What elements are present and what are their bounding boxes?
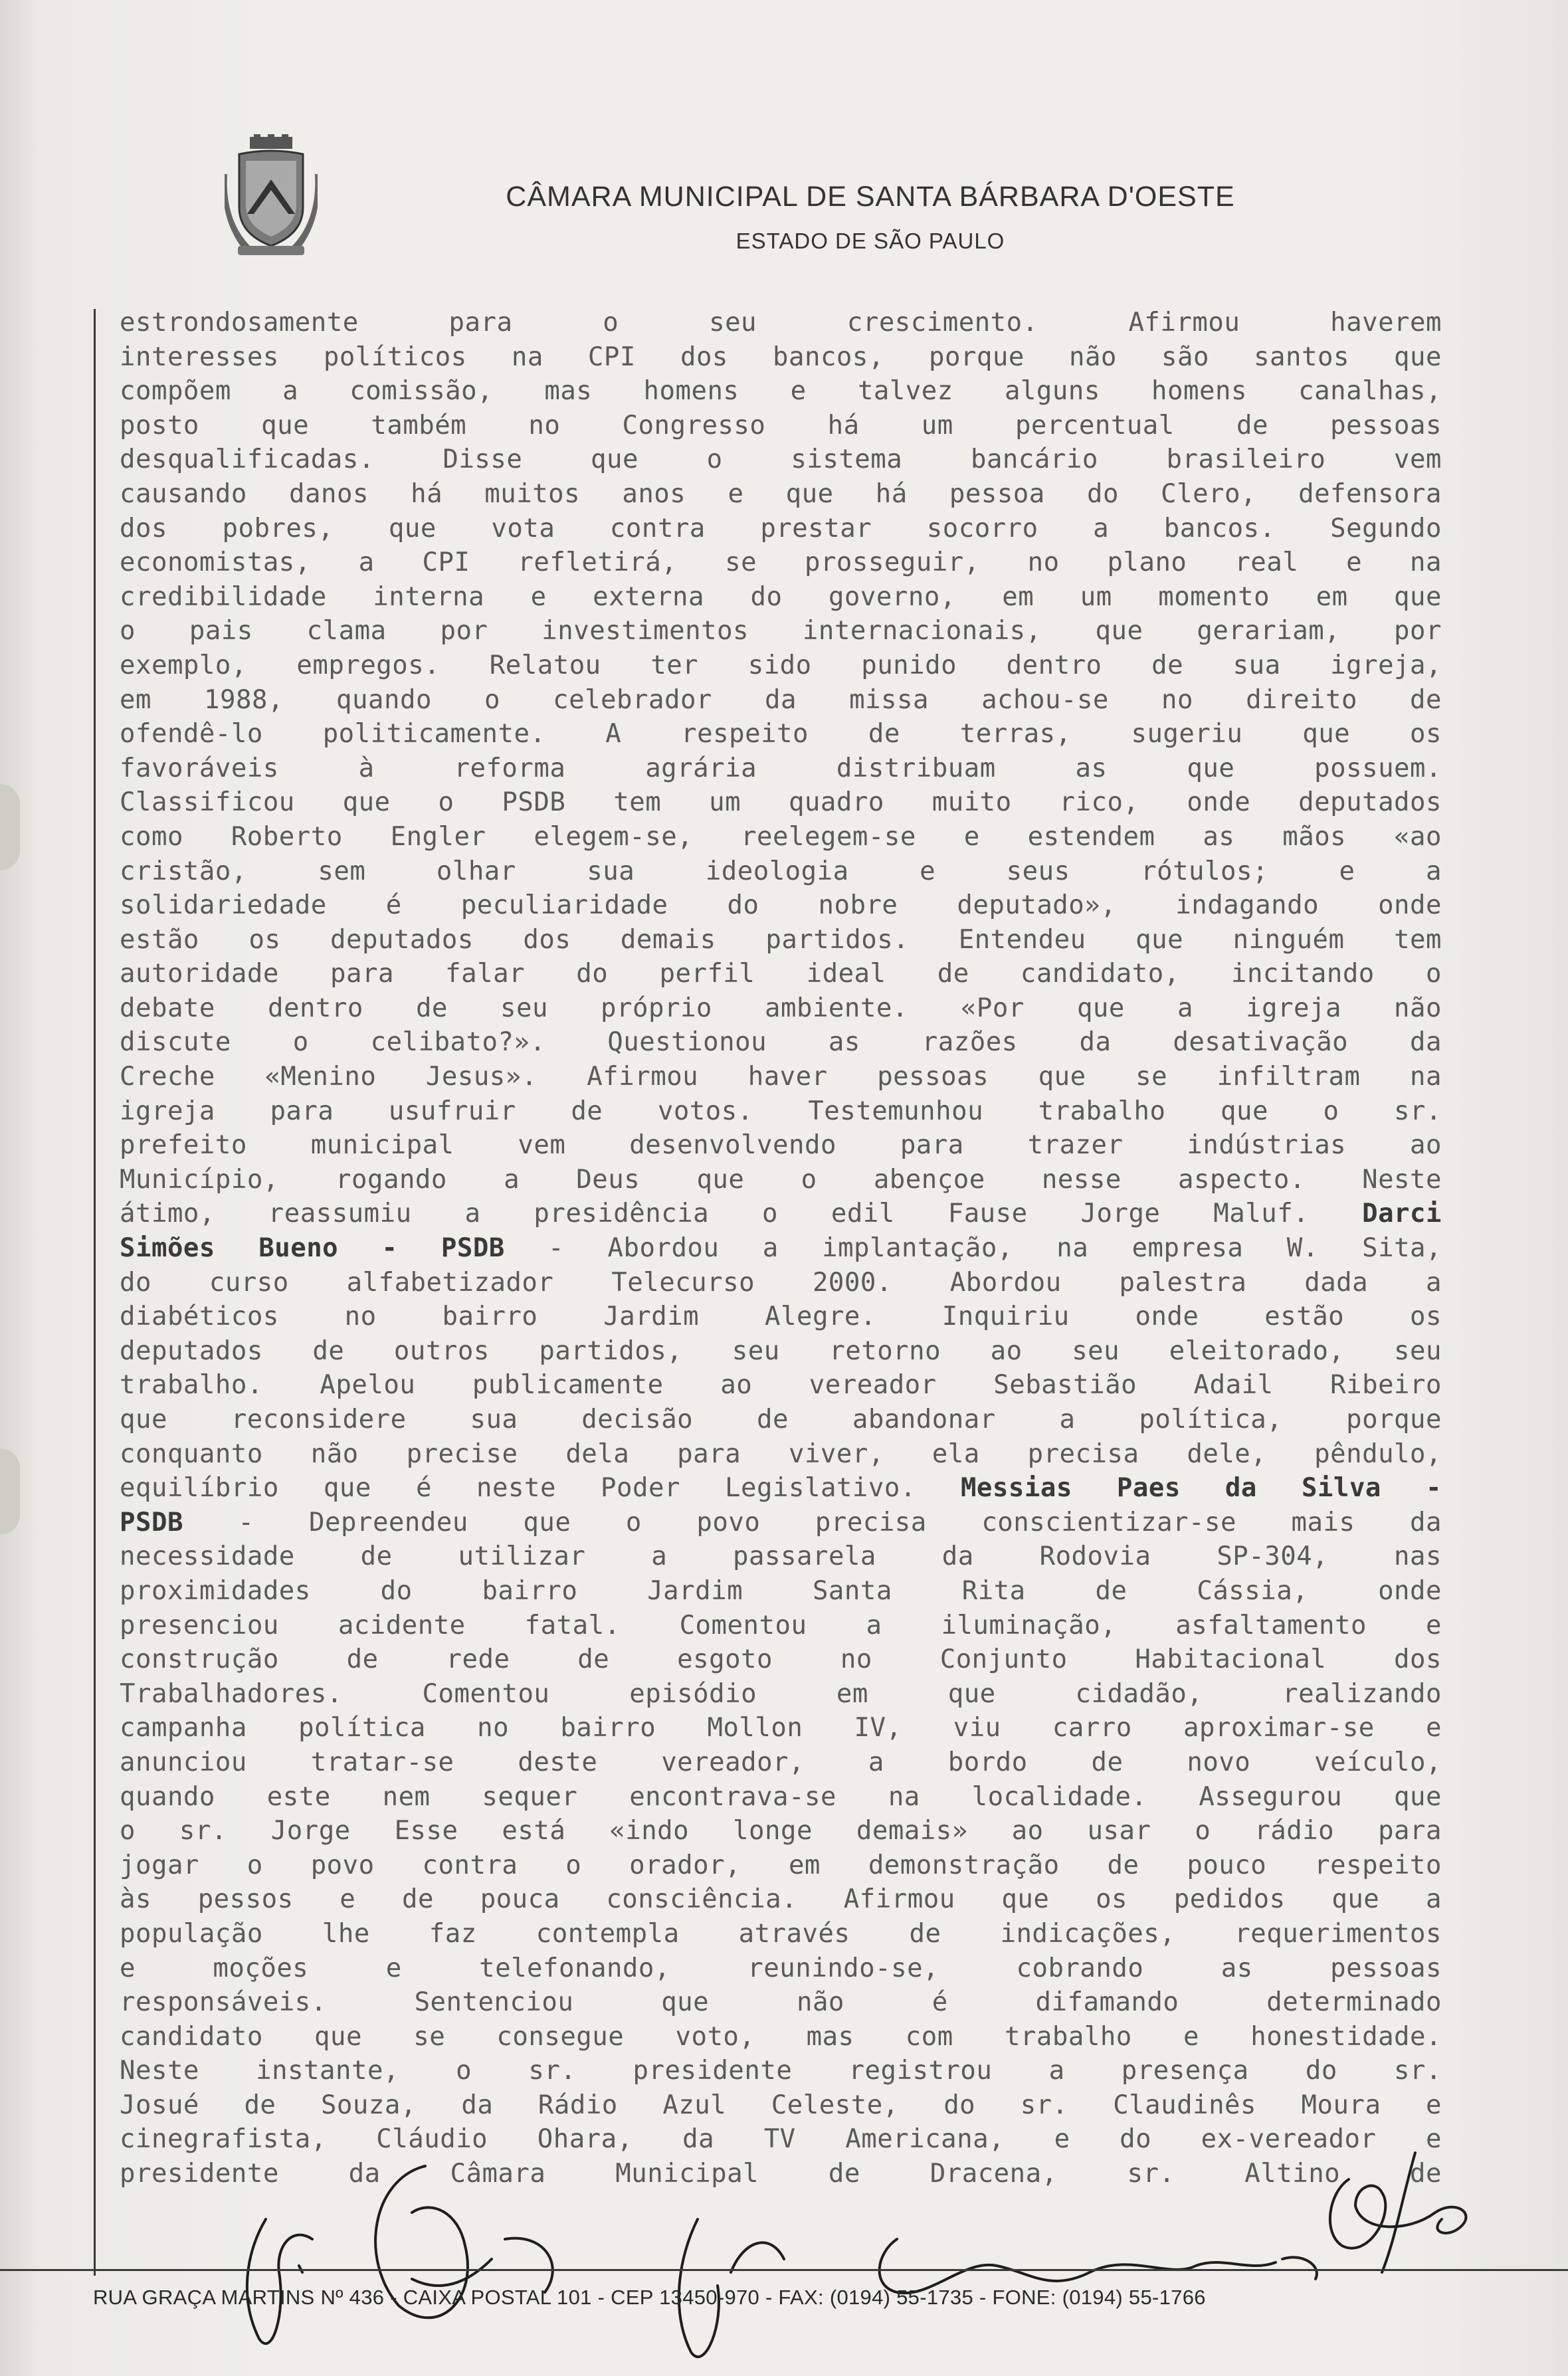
text-line: discute o celibato?». Questionou as razões da desativação da (120, 1027, 1442, 1058)
institution-subtitle: ESTADO DE SÃO PAULO (735, 229, 1005, 253)
text-line: jogar o povo contra o orador, em demonstração de pouco respeito (120, 1850, 1442, 1880)
text-line: presidente da Câmara Municipal de Dracena, sr. Altino de (120, 2159, 1442, 2189)
text-line: prefeito municipal vem desenvolvendo para trazer indústrias ao (120, 1130, 1442, 1161)
text-line: exemplo, empregos. Relatou ter sido punido dentro de sua igreja, (120, 650, 1442, 680)
text-line: do curso alfabetizador Telecurso 2000. Abordou palestra dada a (120, 1267, 1442, 1298)
footer-rule (0, 2269, 1568, 2271)
text-line (120, 1506, 1442, 1540)
binder-hole (0, 784, 20, 870)
text-line: causando danos há muitos anos e que há pessoa do Clero, defensora (120, 478, 1442, 509)
text-line: diabéticos no bairro Jardim Alegre. Inquiriu onde estão os (120, 1302, 1442, 1332)
text-line (120, 1471, 1442, 1506)
text-line: proximidades do bairro Jardim Santa Rita de Cássia, onde (120, 1575, 1442, 1606)
footer-address: RUA GRAÇA MARTINS Nº 436 - CAIXA POSTAL 101 - CEP 13450-970 - FAX: (0194) 55-1735 - FONE: (0194) 55-1766 (93, 2286, 1206, 2309)
text-segment: - Abordou a implantação, na empresa W. Sita, (548, 1233, 1442, 1264)
text-line: em 1988, quando o celebrador da missa achou-se no direito de (120, 684, 1442, 715)
text-line: candidato que se consegue voto, mas com trabalho e honestidade. (120, 2021, 1442, 2052)
text-line: quando este nem sequer encontrava-se na localidade. Assegurou que (120, 1781, 1442, 1812)
text-line: credibilidade interna e externa do governo, em um momento em que (120, 581, 1442, 612)
text-line: anunciou tratar-se deste vereador, a bordo de novo veículo, (120, 1747, 1442, 1777)
text-line: debate dentro de seu próprio ambiente. «Por que a igreja não (120, 993, 1442, 1023)
text-line: Creche «Menino Jesus». Afirmou haver pessoas que se infiltram na (120, 1062, 1442, 1092)
text-segment: átimo, reassumiu a presidência o edil Fause Jorge Maluf. (120, 1199, 1310, 1229)
speaker-name: PSDB (120, 1507, 183, 1537)
text-line: e moções e telefonando, reunindo-se, cobrando as pessoas (120, 1953, 1442, 1983)
text-line: estrondosamente para o seu crescimento. Afirmou haverem (120, 308, 1442, 338)
text-line: compõem a comissão, mas homens e talvez alguns homens canalhas, (120, 376, 1442, 407)
text-line: Município, rogando a Deus que o abençoe nesse aspecto. Neste (120, 1164, 1442, 1195)
text-line: necessidade de utilizar a passarela da Rodovia SP-304, nas (120, 1541, 1442, 1572)
text-line: ofendê-lo politicamente. A respeito de terras, sugeriu que os (120, 719, 1442, 749)
text-line: cristão, sem olhar sua ideologia e seus rótulos; e a (120, 856, 1442, 886)
text-line: igreja para usufruir de votos. Testemunhou trabalho que o sr. (120, 1096, 1442, 1126)
text-line: economistas, a CPI refletirá, se prosseguir, no plano real e na (120, 547, 1442, 578)
municipal-coat-of-arms-icon (225, 134, 318, 260)
text-line: às pessos e de pouca consciência. Afirmou que os pedidos que a (120, 1884, 1442, 1915)
text-line: responsáveis. Sentenciou que não é difamando determinado (120, 1987, 1442, 2018)
text-line: conquanto não precise dela para viver, ela precisa dele, pêndulo, (120, 1438, 1442, 1469)
text-line: que reconsidere sua decisão de abandonar a política, porque (120, 1405, 1442, 1435)
text-line: dos pobres, que vota contra prestar socorro a bancos. Segundo (120, 513, 1442, 544)
text-line: trabalho. Apelou publicamente ao vereador Sebastião Adail Ribeiro (120, 1370, 1442, 1401)
text-line: população lhe faz contempla através de indicações, requerimentos (120, 1918, 1442, 1949)
text-line: Neste instante, o sr. presidente registrou a presença do sr. (120, 2056, 1442, 2086)
minutes-body-text (120, 306, 1442, 2191)
left-margin-rule (94, 309, 96, 2276)
text-line: campanha política no bairro Mollon IV, viu carro aproximar-se e (120, 1713, 1442, 1743)
handwritten-signatures-icon (0, 2139, 1568, 2376)
text-line: autoridade para falar do perfil ideal de candidato, incitando o (120, 959, 1442, 989)
text-line: interesses políticos na CPI dos bancos, porque não são santos que (120, 342, 1442, 372)
text-segment: - Depreendeu que o povo precisa conscientizar-se mais da (238, 1507, 1442, 1537)
text-line: Classificou que o PSDB tem um quadro muito rico, onde deputados (120, 787, 1442, 818)
text-line: estão os deputados dos demais partidos. Entendeu que ninguém tem (120, 924, 1442, 955)
text-line: o sr. Jorge Esse está «indo longe demais» ao usar o rádio para (120, 1816, 1442, 1846)
institution-title: CÂMARA MUNICIPAL DE SANTA BÁRBARA D'OESTE (506, 181, 1235, 213)
binder-hole (0, 1448, 20, 1535)
text-line: como Roberto Engler elegem-se, reelegem-se e estendem as mãos «ao (120, 821, 1442, 852)
text-line: favoráveis à reforma agrária distribuam as que possuem. (120, 753, 1442, 783)
text-line: Trabalhadores. Comentou episódio em que cidadão, realizando (120, 1678, 1442, 1709)
text-line: desqualificadas. Disse que o sistema bancário brasileiro vem (120, 445, 1442, 475)
text-segment: equilíbrio que é neste Poder Legislativo. (120, 1473, 916, 1504)
speaker-name: Simões Bueno - PSDB (120, 1233, 505, 1264)
text-line: presenciou acidente fatal. Comentou a iluminação, asfaltamento e (120, 1610, 1442, 1640)
text-line: solidariedade é peculiaridade do nobre deputado», indagando onde (120, 890, 1442, 921)
text-line: cinegrafista, Cláudio Ohara, da TV Americana, e do ex-vereador e (120, 2124, 1442, 2155)
text-line: Josué de Souza, da Rádio Azul Celeste, do sr. Claudinês Moura e (120, 2090, 1442, 2120)
text-line: o pais clama por investimentos internacionais, que gerariam, por (120, 616, 1442, 646)
speaker-name: Messias Paes da Silva - (960, 1473, 1442, 1504)
text-line: deputados de outros partidos, seu retorno ao seu eleitorado, seu (120, 1336, 1442, 1366)
text-line: construção de rede de esgoto no Conjunto Habitacional dos (120, 1644, 1442, 1675)
text-line: posto que também no Congresso há um percentual de pessoas (120, 410, 1442, 441)
text-line (120, 1231, 1442, 1266)
speaker-name: Darci (1362, 1199, 1442, 1229)
text-line (120, 1197, 1442, 1231)
